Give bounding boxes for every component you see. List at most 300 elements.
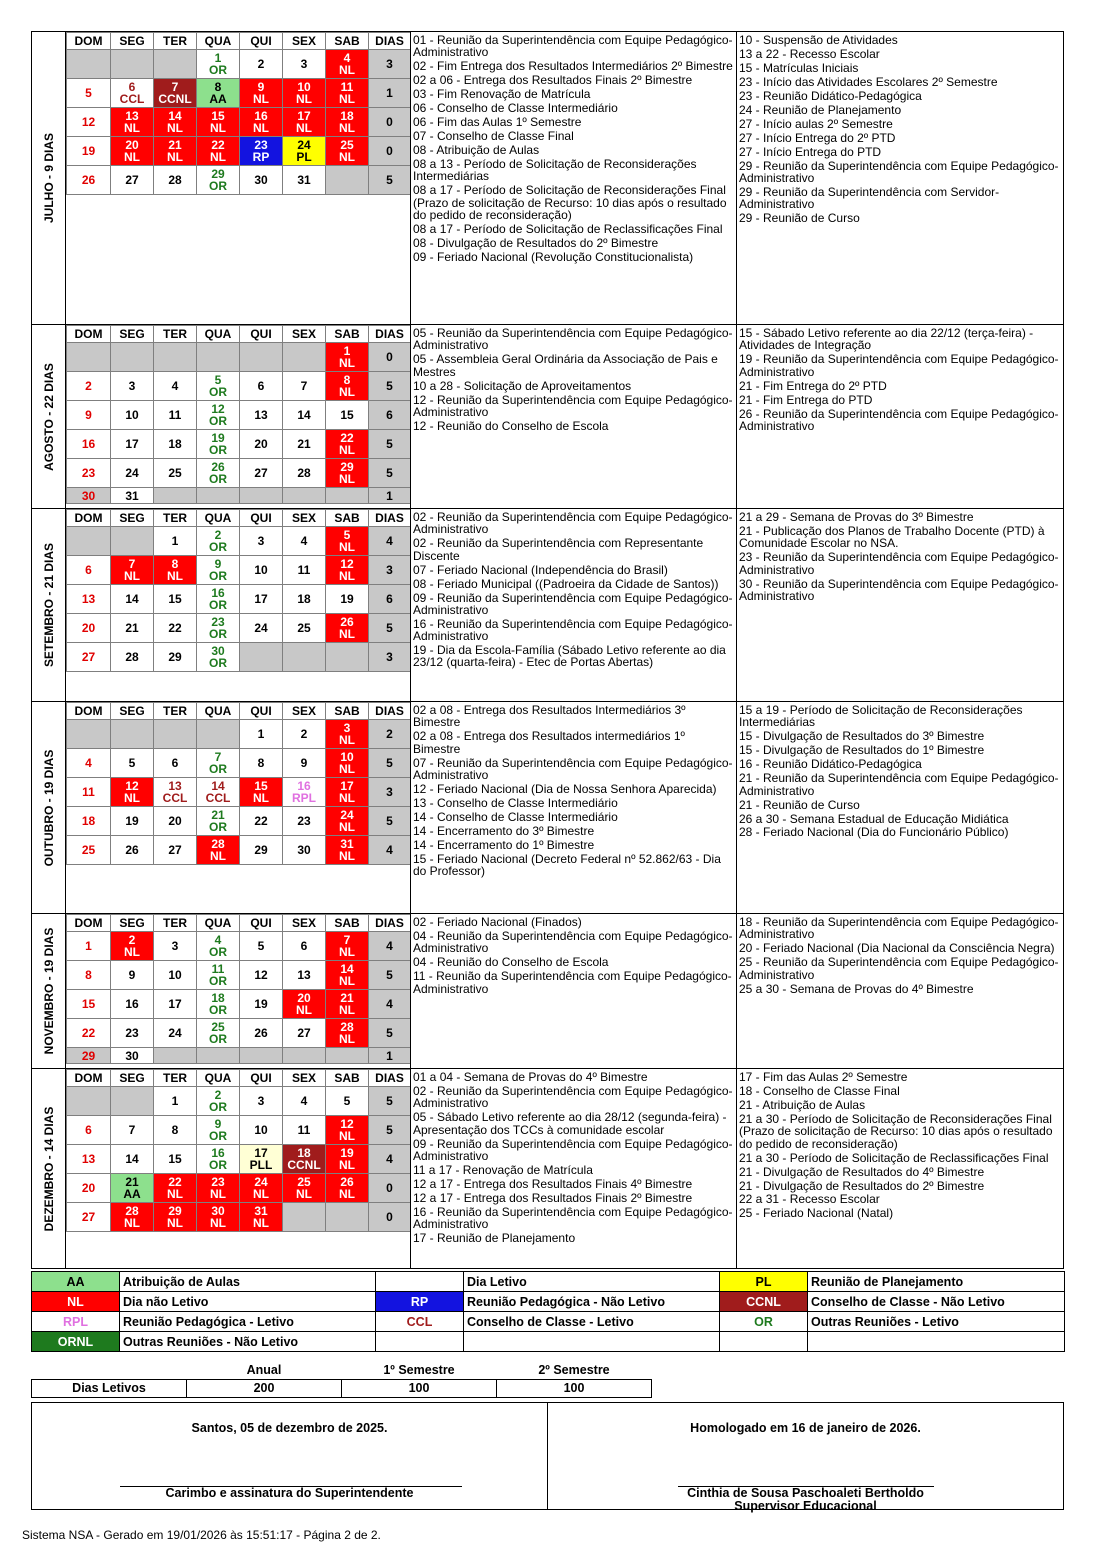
event-item: 21 - Divulgação de Resultados do 2º Bimestre bbox=[739, 1178, 985, 1193]
day-cell: 11 bbox=[283, 556, 326, 585]
week-days-count: 0 bbox=[369, 137, 411, 166]
events-column bbox=[410, 914, 737, 1068]
day-cell: 26 bbox=[111, 836, 154, 865]
week-row bbox=[67, 643, 411, 672]
event-item: 03 - Fim Renovação de Matrícula bbox=[413, 87, 591, 102]
legend-description: Conselho de Classe - Letivo bbox=[464, 1312, 720, 1332]
week-row bbox=[67, 585, 411, 614]
day-cell: 7 NL bbox=[111, 556, 154, 585]
event-item: 19 - Reunião da Superintendência com Equipe Pedagógico-Administrativo bbox=[739, 352, 1059, 379]
weekday-header: SEX bbox=[283, 510, 326, 527]
event-item: 18 - Conselho de Classe Final bbox=[739, 1083, 900, 1098]
weekday-header: TER bbox=[154, 33, 197, 50]
week-days-count: 4 bbox=[369, 527, 411, 556]
weekday-header: DOM bbox=[67, 1070, 111, 1087]
day-cell bbox=[197, 343, 240, 372]
month-label bbox=[32, 509, 66, 701]
day-cell: 28 bbox=[283, 459, 326, 488]
event-item: 16 - Reunião da Superintendência com Equipe Pedagógico-Administrativo bbox=[413, 616, 733, 644]
event-item: 11 a 17 - Renovação de Matrícula bbox=[413, 1162, 593, 1177]
day-cell: 2 bbox=[283, 720, 326, 749]
event-item: 07 - Conselho de Classe Final bbox=[413, 129, 574, 144]
event-item: 02 - Reunião da Superintendência com Equipe Pedagógico-Administrativo bbox=[413, 1083, 733, 1111]
day-cell: 2 bbox=[240, 50, 283, 79]
day-cell: 10 NL bbox=[326, 749, 369, 778]
event-item: 08 - Atribuição de Aulas bbox=[413, 143, 540, 158]
day-cell: 27 bbox=[67, 1203, 111, 1232]
event-item: 05 - Reunião da Superintendência com Equipe Pedagógico-Administrativo bbox=[413, 326, 733, 353]
day-cell bbox=[326, 1203, 369, 1232]
event-item: 18 - Reunião da Superintendência com Equipe Pedagógico-Administrativo bbox=[739, 915, 1059, 942]
event-item: 29 - Reunião da Superintendência com Servidor-Administrativo bbox=[739, 185, 1000, 212]
day-cell: 25 bbox=[283, 614, 326, 643]
event-item: 04 - Reunião da Superintendência com Equipe Pedagógico-Administrativo bbox=[413, 928, 733, 956]
month-block bbox=[31, 701, 1064, 914]
week-row bbox=[67, 1203, 411, 1232]
event-item: 14 - Encerramento do 1º Bimestre bbox=[413, 837, 595, 852]
day-cell: 20 bbox=[154, 807, 197, 836]
week-row bbox=[67, 614, 411, 643]
day-cell: 10 bbox=[111, 401, 154, 430]
day-cell: 16 OR bbox=[197, 1145, 240, 1174]
page-footer: Sistema NSA - Gerado em 19/01/2026 às 15:51:17 - Página 2 de 2. bbox=[22, 1528, 381, 1542]
event-item: 15 a 19 - Período de Solicitação de Reconsiderações Intermediárias bbox=[739, 703, 1023, 730]
day-cell bbox=[283, 488, 326, 504]
week-row bbox=[67, 527, 411, 556]
day-cell: 27 bbox=[111, 166, 154, 195]
weekday-header: SEX bbox=[283, 703, 326, 720]
day-cell: 25 NL bbox=[326, 137, 369, 166]
week-row bbox=[67, 343, 411, 372]
event-item: 15 - Divulgação de Resultados do 3º Bimestre bbox=[739, 729, 985, 744]
weekday-header: QUI bbox=[240, 1070, 283, 1087]
month-label-text: JULHO - 9 DIAS bbox=[41, 132, 56, 224]
day-cell: 6 bbox=[240, 372, 283, 401]
day-cell: 13 bbox=[283, 961, 326, 990]
day-cell: 22 NL bbox=[326, 430, 369, 459]
day-cell: 21 NL bbox=[326, 990, 369, 1019]
weekday-header: TER bbox=[154, 703, 197, 720]
week-days-count: 5 bbox=[369, 372, 411, 401]
day-cell: 11 bbox=[154, 401, 197, 430]
event-item: 19 - Dia da Escola-Família (Sábado Letivo referente ao dia 23/12 (quarta-feira) - Etec de Portas Abertas) bbox=[413, 643, 726, 670]
day-cell: 10 bbox=[240, 1116, 283, 1145]
day-cell: 13 bbox=[240, 401, 283, 430]
day-cell: 27 bbox=[67, 643, 111, 672]
legend-code: NL bbox=[32, 1292, 120, 1312]
day-cell: 13 bbox=[67, 1145, 111, 1174]
totals-s1: 100 bbox=[342, 1379, 497, 1397]
month-label bbox=[32, 702, 66, 913]
weekday-header: DOM bbox=[67, 915, 111, 932]
day-cell: 21 OR bbox=[197, 807, 240, 836]
day-cell: 14 bbox=[111, 585, 154, 614]
weekday-header: QUA bbox=[197, 1070, 240, 1087]
day-cell: 19 OR bbox=[197, 430, 240, 459]
day-cell bbox=[67, 1087, 111, 1116]
event-item: 21 - Divulgação de Resultados do 4º Bimestre bbox=[739, 1164, 985, 1179]
legend-description bbox=[464, 1332, 720, 1352]
week-row bbox=[67, 79, 411, 108]
signature-left bbox=[32, 1403, 548, 1509]
week-row bbox=[67, 166, 411, 195]
day-cell: 12 NL bbox=[326, 1116, 369, 1145]
month-block bbox=[31, 1068, 1064, 1269]
event-item: 26 a 30 - Semana Estadual de Educação Midiática bbox=[739, 811, 1009, 826]
day-cell: 10 bbox=[240, 556, 283, 585]
events-column bbox=[737, 914, 1063, 1068]
event-item: 08 a 17 - Período de Solicitação de Reconsiderações Final (Prazo de solicitação de Recurso: 10 dias após o resultado do pedido de reconsideração) bbox=[413, 183, 727, 223]
week-days-count: 5 bbox=[369, 166, 411, 195]
month-label bbox=[32, 325, 66, 508]
event-item: 02 - Feriado Nacional (Finados) bbox=[413, 915, 582, 929]
day-cell: 19 NL bbox=[326, 1145, 369, 1174]
day-cell bbox=[154, 488, 197, 504]
day-cell: 16 OR bbox=[197, 585, 240, 614]
day-cell: 24 PL bbox=[283, 137, 326, 166]
weekday-header: DIAS bbox=[369, 703, 411, 720]
events-column bbox=[410, 1069, 737, 1268]
day-cell: 23 bbox=[111, 1019, 154, 1048]
signature-left-place: Santos, 05 de dezembro de 2025. bbox=[191, 1421, 388, 1435]
day-cell: 18 OR bbox=[197, 990, 240, 1019]
day-cell bbox=[240, 1048, 283, 1064]
event-item: 17 - Fim das Aulas 2º Semestre bbox=[739, 1070, 908, 1084]
day-cell: 6 bbox=[283, 932, 326, 961]
day-cell: 12 OR bbox=[197, 401, 240, 430]
event-item: 02 - Fim Entrega dos Resultados Intermediários 2º Bimestre bbox=[413, 59, 733, 74]
event-item: 25 - Feriado Nacional (Natal) bbox=[739, 1206, 894, 1221]
day-cell: 31 bbox=[111, 488, 154, 504]
legend-table bbox=[31, 1271, 1065, 1352]
legend-description: Reunião Pedagógica - Não Letivo bbox=[464, 1292, 720, 1312]
day-cell: 26 NL bbox=[326, 1174, 369, 1203]
event-item: 16 - Reunião da Superintendência com Equipe Pedagógico-Administrativo bbox=[413, 1204, 733, 1232]
week-days-count: 3 bbox=[369, 556, 411, 585]
event-item: 15 - Divulgação de Resultados do 1º Bimestre bbox=[739, 743, 985, 758]
legend-description bbox=[808, 1332, 1065, 1352]
month-block bbox=[31, 913, 1064, 1069]
day-cell: 30 OR bbox=[197, 643, 240, 672]
week-row bbox=[67, 1019, 411, 1048]
day-cell: 20 NL bbox=[283, 990, 326, 1019]
day-cell: 28 bbox=[111, 643, 154, 672]
event-item: 27 - Início Entrega do 2º PTD bbox=[739, 130, 896, 145]
day-cell: 25 bbox=[154, 459, 197, 488]
day-cell: 18 bbox=[283, 585, 326, 614]
day-cell bbox=[67, 720, 111, 749]
legend-row bbox=[32, 1312, 1065, 1332]
weekday-header: QUI bbox=[240, 33, 283, 50]
week-row bbox=[67, 1174, 411, 1203]
day-cell bbox=[197, 488, 240, 504]
events-column bbox=[737, 325, 1063, 508]
event-item: 12 - Feriado Nacional (Dia de Nossa Senhora Aparecida) bbox=[413, 781, 717, 796]
event-item: 24 - Reunião de Planejamento bbox=[739, 102, 902, 117]
legend-description: Reunião Pedagógica - Letivo bbox=[120, 1312, 376, 1332]
day-cell: 4 OR bbox=[197, 932, 240, 961]
month-calendar-grid bbox=[66, 702, 411, 865]
day-cell: 20 bbox=[67, 614, 111, 643]
day-cell: 4 bbox=[154, 372, 197, 401]
weekday-header: SAB bbox=[326, 33, 369, 50]
day-cell: 12 NL bbox=[111, 778, 154, 807]
day-cell: 29 NL bbox=[326, 459, 369, 488]
day-cell: 14 NL bbox=[326, 961, 369, 990]
day-cell bbox=[283, 343, 326, 372]
week-row bbox=[67, 1116, 411, 1145]
totals-s2: 100 bbox=[497, 1379, 652, 1397]
day-cell: 18 bbox=[154, 430, 197, 459]
week-row bbox=[67, 50, 411, 79]
legend-description: Reunião de Planejamento bbox=[808, 1272, 1065, 1292]
event-item: 20 - Feriado Nacional (Dia Nacional da Consciência Negra) bbox=[739, 941, 1055, 956]
event-item: 12 a 17 - Entrega dos Resultados Finais 2º Bimestre bbox=[413, 1190, 693, 1205]
day-cell: 8 NL bbox=[154, 556, 197, 585]
day-cell bbox=[197, 720, 240, 749]
month-label bbox=[32, 914, 66, 1068]
legend-description: Conselho de Classe - Não Letivo bbox=[808, 1292, 1065, 1312]
day-cell: 13 CCL bbox=[154, 778, 197, 807]
week-days-count: 6 bbox=[369, 401, 411, 430]
week-days-count: 0 bbox=[369, 1174, 411, 1203]
week-row bbox=[67, 932, 411, 961]
day-cell: 11 NL bbox=[326, 79, 369, 108]
event-item: 13 - Conselho de Classe Intermediário bbox=[413, 795, 618, 810]
week-days-count: 5 bbox=[369, 807, 411, 836]
month-block bbox=[31, 508, 1064, 702]
weekday-header: DOM bbox=[67, 33, 111, 50]
day-cell bbox=[67, 527, 111, 556]
legend-description: Outras Reuniões - Não Letivo bbox=[120, 1332, 376, 1352]
week-row bbox=[67, 137, 411, 166]
legend-description: Outras Reuniões - Letivo bbox=[808, 1312, 1065, 1332]
legend-row bbox=[32, 1332, 1065, 1352]
weekday-header: TER bbox=[154, 326, 197, 343]
day-cell bbox=[240, 643, 283, 672]
day-cell: 23 NL bbox=[197, 1174, 240, 1203]
weekday-header: SEG bbox=[111, 703, 154, 720]
event-item: 15 - Feriado Nacional (Decreto Federal nº 52.862/63 - Dia do Professor) bbox=[413, 851, 721, 879]
week-days-count: 1 bbox=[369, 1048, 411, 1064]
weekday-header: SEX bbox=[283, 326, 326, 343]
day-cell: 1 bbox=[240, 720, 283, 749]
week-row bbox=[67, 1145, 411, 1174]
supervisor-role: Supervisor Educacional bbox=[734, 1499, 877, 1513]
day-cell: 31 NL bbox=[326, 836, 369, 865]
day-cell: 11 bbox=[67, 778, 111, 807]
weekday-header: TER bbox=[154, 1070, 197, 1087]
week-row bbox=[67, 807, 411, 836]
signature-right bbox=[548, 1403, 1063, 1513]
weekday-header: SAB bbox=[326, 1070, 369, 1087]
weekday-header: SEX bbox=[283, 33, 326, 50]
day-cell: 9 OR bbox=[197, 556, 240, 585]
week-days-count: 1 bbox=[369, 488, 411, 504]
event-item: 02 a 06 - Entrega dos Resultados Finais 2º Bimestre bbox=[413, 73, 693, 88]
month-label bbox=[32, 1069, 66, 1268]
event-item: 02 a 08 - Entrega dos Resultados intermediários 1º Bimestre bbox=[413, 729, 685, 756]
day-cell: 2 NL bbox=[111, 932, 154, 961]
signature-right-place: Homologado em 16 de janeiro de 2026. bbox=[690, 1421, 921, 1435]
day-cell: 5 bbox=[67, 79, 111, 108]
events-column bbox=[737, 32, 1063, 324]
day-cell: 29 OR bbox=[197, 166, 240, 195]
events-column bbox=[410, 509, 737, 701]
day-cell: 5 NL bbox=[326, 527, 369, 556]
event-item: 07 - Feriado Nacional (Independência do Brasil) bbox=[413, 562, 668, 577]
day-cell bbox=[326, 488, 369, 504]
day-cell: 8 NL bbox=[326, 372, 369, 401]
day-cell: 2 OR bbox=[197, 527, 240, 556]
event-item: 25 - Reunião da Superintendência com Equipe Pedagógico-Administrativo bbox=[739, 955, 1059, 982]
legend-code bbox=[376, 1272, 464, 1292]
day-cell: 1 bbox=[154, 1087, 197, 1116]
day-cell: 1 OR bbox=[197, 50, 240, 79]
signature-box bbox=[31, 1402, 1064, 1513]
day-cell: 15 NL bbox=[240, 778, 283, 807]
week-days-count: 4 bbox=[369, 836, 411, 865]
day-cell: 9 bbox=[283, 749, 326, 778]
week-days-count: 4 bbox=[369, 990, 411, 1019]
day-cell bbox=[326, 166, 369, 195]
event-item: 27 - Início Entrega do PTD bbox=[739, 144, 882, 159]
legend-code: CCNL bbox=[720, 1292, 808, 1312]
event-item: 26 - Reunião da Superintendência com Equipe Pedagógico-Administrativo bbox=[739, 406, 1059, 433]
signature-left-caption: Carimbo e assinatura do Superintendente bbox=[165, 1486, 414, 1500]
day-cell: 29 NL bbox=[154, 1203, 197, 1232]
events-column bbox=[410, 32, 737, 324]
day-cell: 23 bbox=[283, 807, 326, 836]
weekday-header: DIAS bbox=[369, 510, 411, 527]
month-label bbox=[32, 32, 66, 324]
event-item: 06 - Conselho de Classe Intermediário bbox=[413, 101, 618, 116]
event-item: 21 a 29 - Semana de Provas do 3º Bimestre bbox=[739, 510, 974, 524]
day-cell bbox=[283, 1048, 326, 1064]
weekday-header: SEG bbox=[111, 326, 154, 343]
week-row bbox=[67, 1087, 411, 1116]
day-cell: 3 bbox=[154, 932, 197, 961]
event-item: 21 - Publicação dos Planos de Trabalho Docente (PTD) à Comunidade Escolar no NSA. bbox=[739, 523, 1045, 551]
legend-row bbox=[32, 1292, 1065, 1312]
day-cell: 16 RPL bbox=[283, 778, 326, 807]
event-item: 12 - Reunião do Conselho de Escola bbox=[413, 418, 609, 433]
weekday-header: SAB bbox=[326, 326, 369, 343]
totals-header-s2: 2º Semestre bbox=[538, 1362, 610, 1377]
event-item: 11 - Reunião da Superintendência com Equipe Pedagógico-Administrativo bbox=[413, 969, 732, 996]
day-cell: 6 bbox=[67, 1116, 111, 1145]
event-item: 08 - Feriado Municipal ((Padroeira da Cidade de Santos)) bbox=[413, 576, 719, 591]
day-cell: 2 bbox=[67, 372, 111, 401]
day-cell: 27 bbox=[154, 836, 197, 865]
weekday-header: DIAS bbox=[369, 326, 411, 343]
day-cell: 5 bbox=[111, 749, 154, 778]
day-cell: 3 bbox=[240, 527, 283, 556]
day-cell: 4 bbox=[283, 527, 326, 556]
legend-description: Atribuição de Aulas bbox=[120, 1272, 376, 1292]
day-cell: 21 NL bbox=[154, 137, 197, 166]
day-cell: 20 NL bbox=[111, 137, 154, 166]
day-cell: 9 OR bbox=[197, 1116, 240, 1145]
month-calendar-grid bbox=[66, 914, 411, 1064]
month-calendar-grid bbox=[66, 1069, 411, 1232]
day-cell: 19 bbox=[326, 585, 369, 614]
day-cell: 15 bbox=[67, 990, 111, 1019]
weekday-header: QUA bbox=[197, 703, 240, 720]
event-item: 21 - Reunião de Curso bbox=[739, 797, 860, 812]
day-cell: 17 NL bbox=[326, 778, 369, 807]
day-cell: 7 OR bbox=[197, 749, 240, 778]
day-cell: 31 NL bbox=[240, 1203, 283, 1232]
event-item: 12 - Reunião da Superintendência com Equipe Pedagógico-Administrativo bbox=[413, 392, 733, 419]
week-row bbox=[67, 778, 411, 807]
week-days-count: 3 bbox=[369, 50, 411, 79]
event-item: 08 a 13 - Período de Solicitação de Reconsiderações Intermediárias bbox=[413, 157, 697, 184]
weekday-header: DOM bbox=[67, 326, 111, 343]
legend-code: RP bbox=[376, 1292, 464, 1312]
event-item: 08 - Divulgação de Resultados do 2º Bimestre bbox=[413, 236, 659, 251]
day-cell bbox=[111, 720, 154, 749]
day-cell: 12 bbox=[240, 961, 283, 990]
day-cell: 20 bbox=[240, 430, 283, 459]
day-cell: 1 NL bbox=[326, 343, 369, 372]
day-cell: 15 bbox=[154, 1145, 197, 1174]
day-cell: 14 bbox=[283, 401, 326, 430]
event-item: 09 - Reunião da Superintendência com Equipe Pedagógico-Administrativo bbox=[413, 590, 733, 617]
day-cell: 30 bbox=[240, 166, 283, 195]
events-column bbox=[410, 325, 737, 508]
totals-header-s1: 1º Semestre bbox=[383, 1362, 455, 1377]
event-item: 27 - Início aulas 2º Semestre bbox=[739, 116, 893, 131]
weekday-header: SEG bbox=[111, 915, 154, 932]
totals-annual: 200 bbox=[187, 1379, 342, 1397]
events-column bbox=[737, 509, 1063, 701]
day-cell: 16 NL bbox=[240, 108, 283, 137]
event-item: 14 - Encerramento do 3º Bimestre bbox=[413, 823, 595, 838]
day-cell: 30 NL bbox=[197, 1203, 240, 1232]
week-days-count: 4 bbox=[369, 932, 411, 961]
day-cell: 5 OR bbox=[197, 372, 240, 401]
month-calendar-grid bbox=[66, 32, 411, 195]
event-item: 21 a 30 - Período de Solicitação de Reconsiderações Final (Prazo de solicitação de Recurso: 10 dias após o resultado do pedido de reconsideração) bbox=[739, 1111, 1053, 1151]
legend-code: ORNL bbox=[32, 1332, 120, 1352]
month-label-text: AGOSTO - 22 DIAS bbox=[41, 362, 56, 471]
week-days-count: 1 bbox=[369, 79, 411, 108]
weekday-header: TER bbox=[154, 915, 197, 932]
event-item: 21 - Fim Entrega do PTD bbox=[739, 392, 873, 407]
day-cell: 21 bbox=[283, 430, 326, 459]
day-cell: 22 NL bbox=[197, 137, 240, 166]
day-cell: 22 NL bbox=[154, 1174, 197, 1203]
week-days-count: 0 bbox=[369, 1203, 411, 1232]
totals-label: Dias Letivos bbox=[32, 1379, 187, 1397]
day-cell bbox=[240, 343, 283, 372]
week-days-count: 6 bbox=[369, 585, 411, 614]
weekday-header: SEG bbox=[111, 1070, 154, 1087]
day-cell: 24 bbox=[111, 459, 154, 488]
event-item: 21 - Reunião da Superintendência com Equipe Pedagógico-Administrativo bbox=[739, 771, 1059, 798]
day-cell: 5 bbox=[326, 1087, 369, 1116]
event-item: 23 - Reunião Didático-Pedagógica bbox=[739, 88, 922, 103]
weekday-header: DIAS bbox=[369, 33, 411, 50]
event-item: 23 - Reunião da Superintendência com Equipe Pedagógico-Administrativo bbox=[739, 550, 1059, 577]
week-row bbox=[67, 108, 411, 137]
week-days-count: 5 bbox=[369, 749, 411, 778]
day-cell: 19 bbox=[111, 807, 154, 836]
day-cell: 5 bbox=[240, 932, 283, 961]
events-column bbox=[410, 702, 737, 913]
day-cell: 28 NL bbox=[111, 1203, 154, 1232]
